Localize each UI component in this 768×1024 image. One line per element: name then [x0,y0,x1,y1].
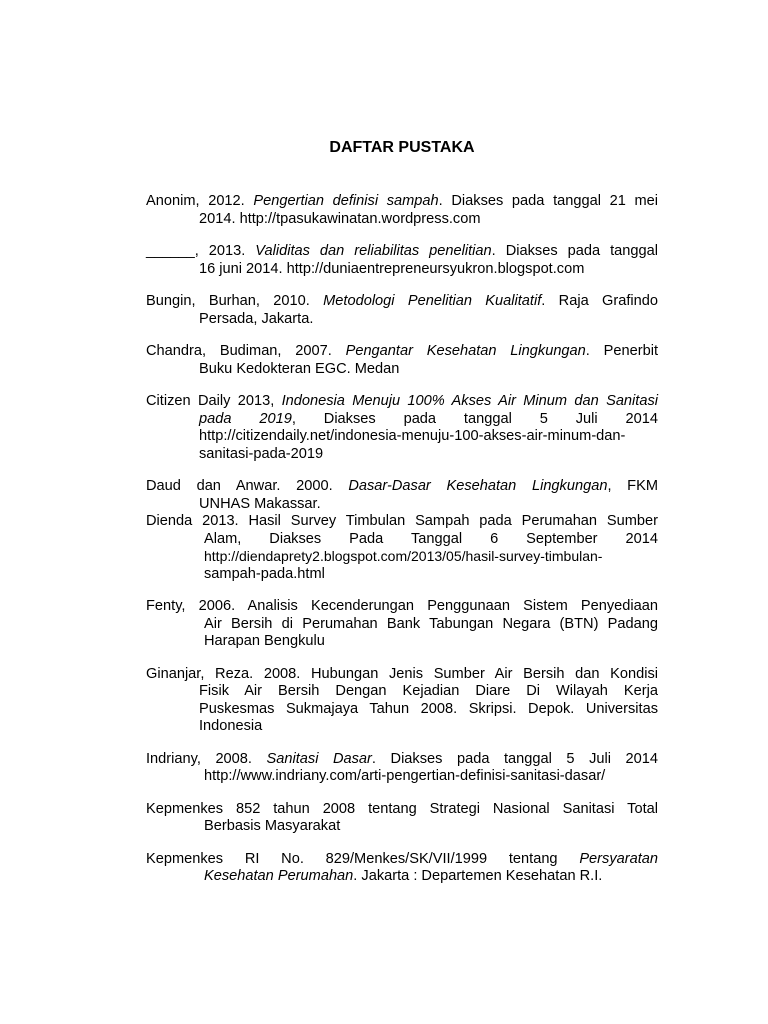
reference-line: sanitasi-pada-2019 [199,445,324,462]
reference-line [146,293,658,311]
ref-text: . Raja Grafindo [541,293,658,309]
ref-text: Bungin, Burhan, 2010. [146,293,324,309]
ref-text: . Diakses pada tanggal 5 Juli 2014 [371,750,658,767]
reference-line: Indonesia [199,718,263,734]
reference-line [146,478,658,496]
reference-line: UNHAS Makassar. [199,495,321,512]
reference-line: Dienda 2013. Hasil Survey Timbulan Sampah pada Perumahan Sumber [146,513,658,529]
reference-line [146,343,658,361]
page-title: DAFTAR PUSTAKA [329,139,475,156]
ref-text: . Jakarta : Departemen Kesehatan R.I. [353,868,603,884]
reference-item [146,478,658,513]
reference-line: http://www.indriany.com/arti-pengertian-definisi-sanitasi-dasar/ [204,768,606,784]
reference-line [146,393,658,411]
reference-item [146,598,658,651]
reference-line: Fenty, 2006. Analisis Kecenderungan Penggunaan Sistem Penyediaan [146,598,658,614]
ref-text: . Diakses pada tanggal 21 mei [438,193,659,209]
ref-text: Kepmenkes RI No. 829/Menkes/SK/VII/1999 tentang [146,850,580,867]
reference-item [146,393,658,463]
reference-line: Puskesmas Sukmajaya Tahun 2008. Skripsi. Depok. Universitas [199,700,658,717]
reference-item [146,343,658,378]
ref-title: Pengertian definisi sampah [253,193,439,209]
reference-line [146,868,658,886]
reference-line [146,411,658,429]
reference-item [146,801,658,836]
reference-line [146,751,658,769]
reference-line: Ginanjar, Reza. 2008. Hubungan Jenis Sumber Air Bersih dan Kondisi [146,665,658,682]
ref-text: Citizen Daily 2013, [146,393,282,409]
ref-title: Validitas dan reliabilitas penelitian [255,243,492,259]
ref-text: . Penerbit [585,343,659,359]
reference-line: Buku Kedokteran EGC. Medan [199,360,400,377]
reference-line [146,851,658,869]
reference-line: 2014. http://tpasukawinatan.wordpress.com [199,210,481,227]
reference-line: Berbasis Masyarakat [204,818,341,834]
ref-title: Dasar-Dasar Kesehatan Lingkungan [348,478,608,494]
ref-text: , FKM [607,478,658,494]
reference-item [146,193,658,228]
reference-line: http://diendaprety2.blogspot.com/2013/05/hasil-survey-timbulan- [204,548,603,564]
reference-list [146,193,658,886]
ref-text: , Diakses pada tanggal 5 Juli 2014 [291,410,658,427]
ref-title: Indonesia Menuju 100% Akses Air Minum dan Sanitasi [281,393,658,409]
ref-title: Kesehatan Perumahan [204,868,354,884]
reference-item [146,851,658,886]
reference-item [146,243,658,278]
reference-item [146,751,658,786]
ref-title: Pengantar Kesehatan Lingkungan [345,343,586,359]
ref-text: Daud dan Anwar. 2000. [146,478,349,494]
reference-line: Alam, Diakses Pada Tanggal 6 September 2014 [204,530,658,547]
reference-item [146,293,658,328]
ref-title: Sanitasi Dasar [266,750,372,767]
reference-line: Harapan Bengkulu [204,633,325,649]
reference-item [146,666,658,736]
ref-text: . Diakses pada tanggal [491,243,659,259]
ref-text: ______, 2013. [146,243,256,259]
reference-line: Persada, Jakarta. [199,310,314,327]
reference-line [146,243,658,261]
ref-text: Indriany, 2008. [146,750,267,767]
ref-text: Chandra, Budiman, 2007. [146,343,346,359]
reference-line [146,193,658,211]
ref-text: Anonim, 2012. [146,193,254,209]
reference-line: 16 juni 2014. http://duniaentrepreneursyukron.blogspot.com [199,260,585,277]
reference-item [146,513,658,583]
reference-line: sampah-pada.html [204,565,325,582]
reference-line: Air Bersih di Perumahan Bank Tabungan Negara (BTN) Padang [204,615,658,632]
ref-title: Persyaratan [579,850,658,867]
reference-line: Fisik Air Bersih Dengan Kejadian Diare Di Wilayah Kerja [199,683,658,699]
ref-title: pada 2019 [199,410,292,427]
reference-line: Kepmenkes 852 tahun 2008 tentang Strategi Nasional Sanitasi Total [146,800,658,817]
ref-title: Metodologi Penelitian Kualitatif [323,293,542,309]
reference-line: http://citizendaily.net/indonesia-menuju-100-akses-air-minum-dan- [199,428,626,444]
